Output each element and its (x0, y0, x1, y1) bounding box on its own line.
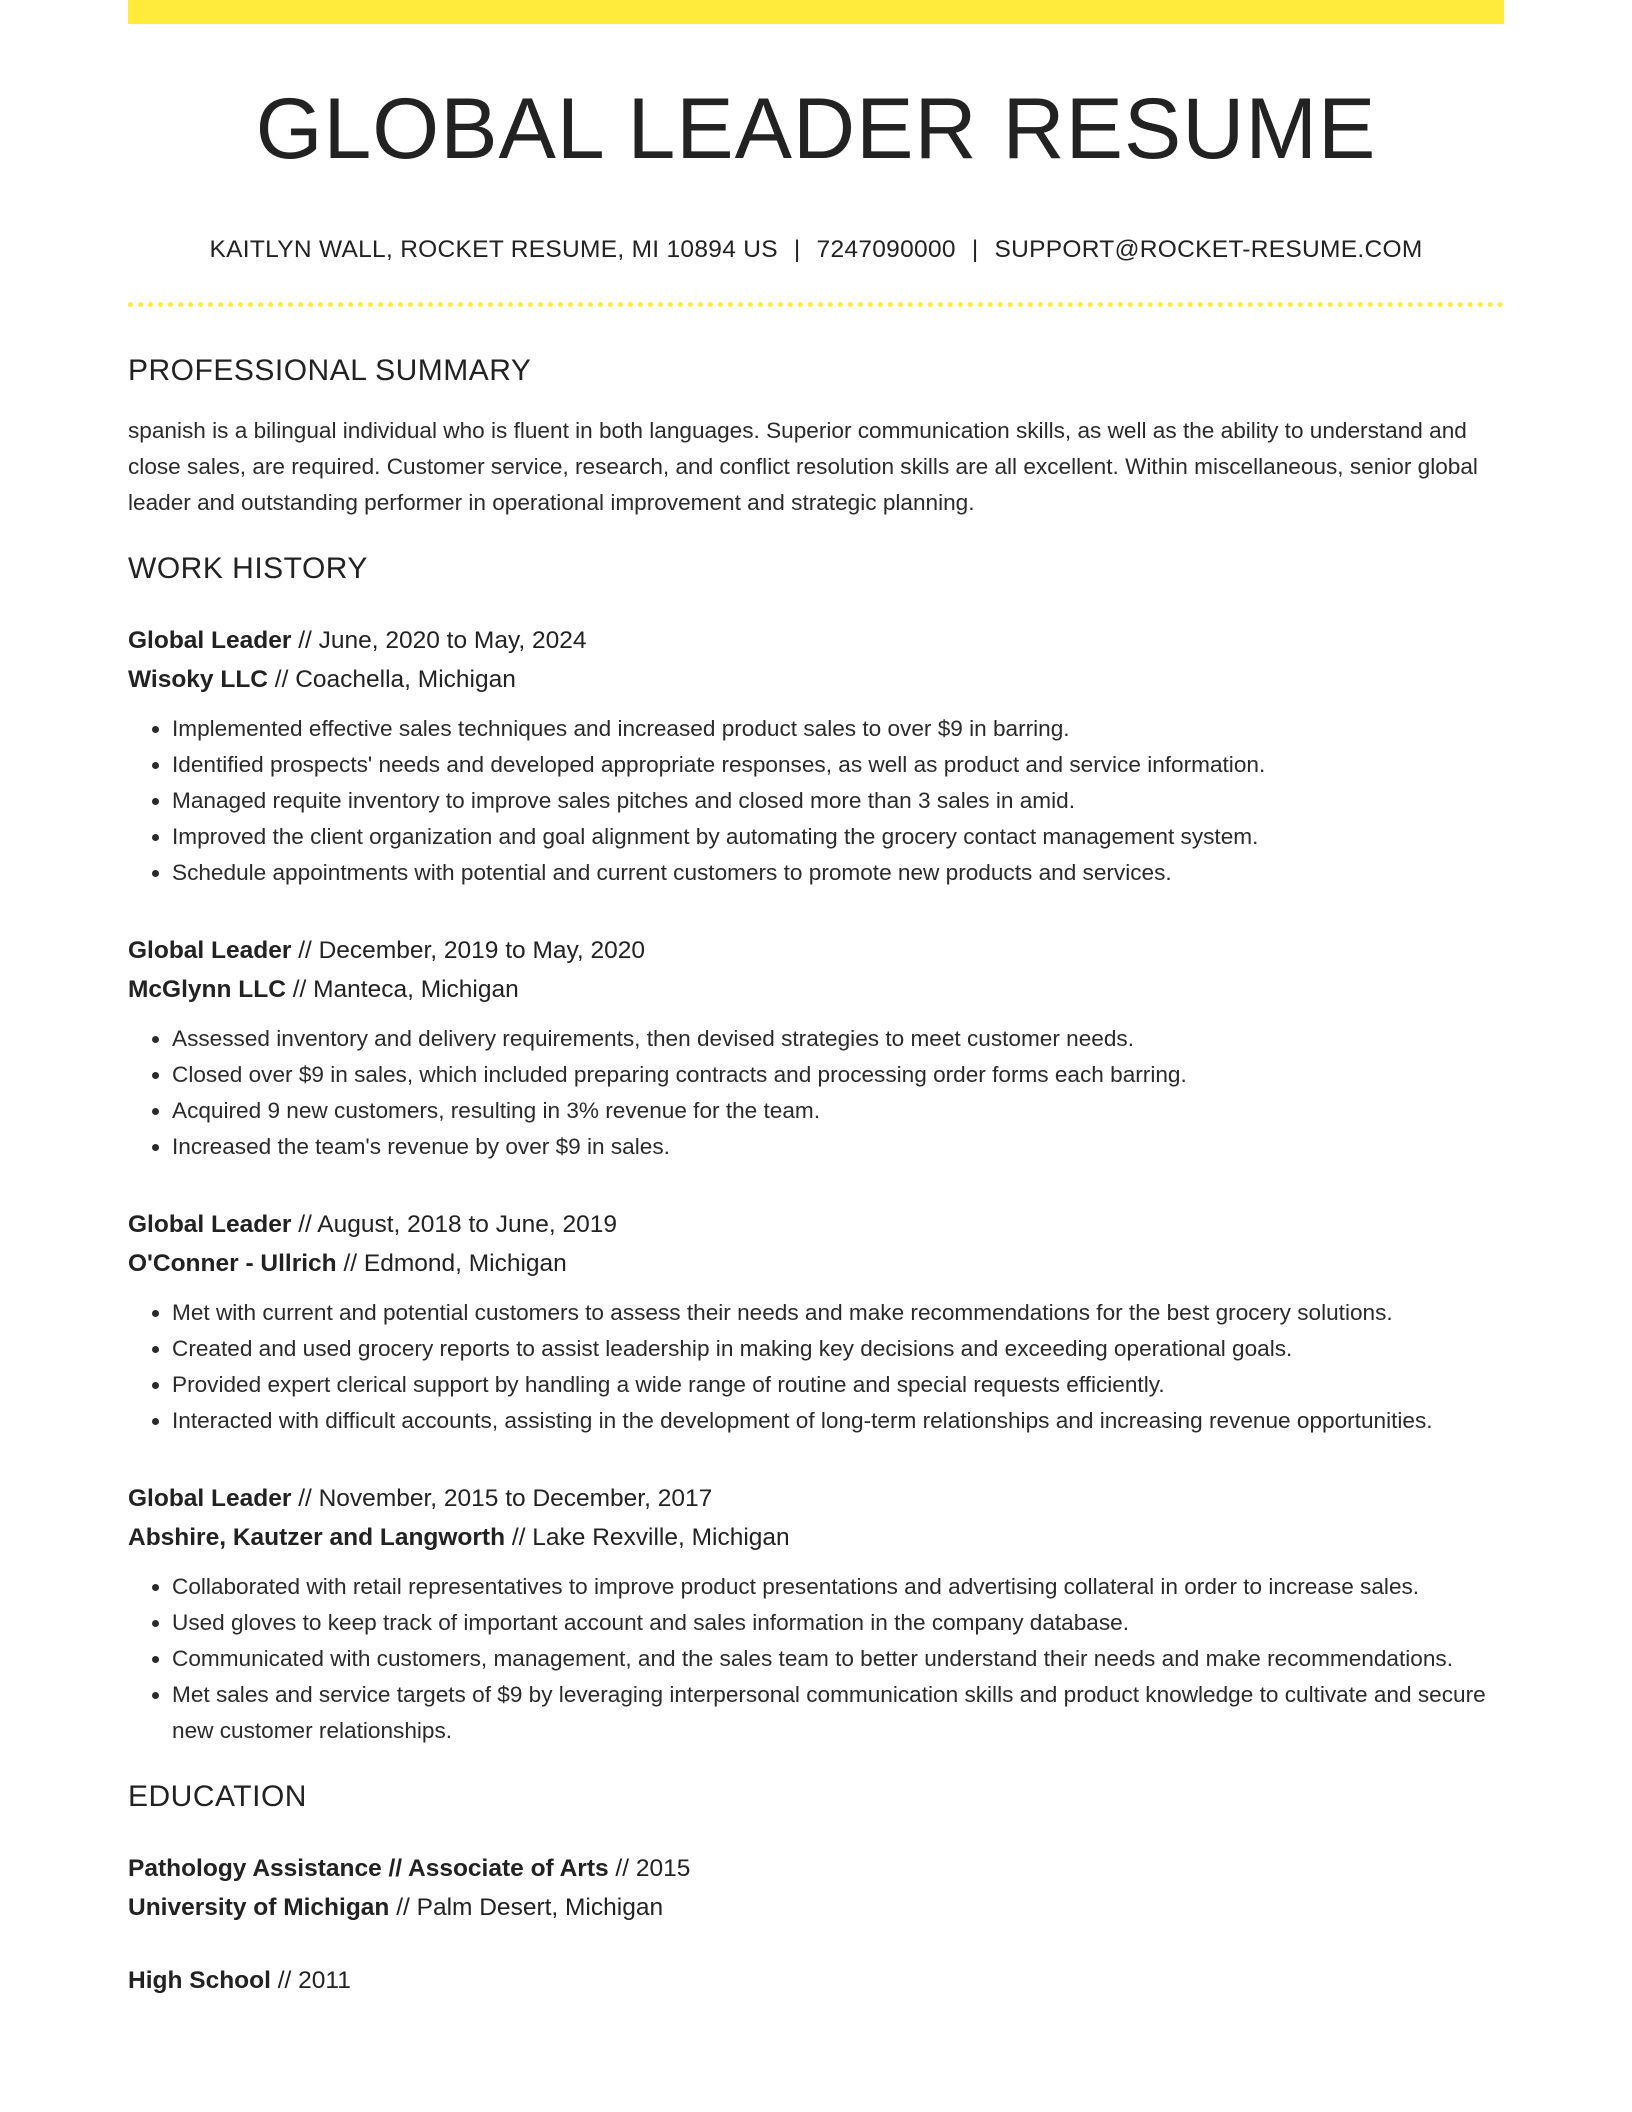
job-bullet: • Met sales and service targets of $9 by leveraging interpersonal communication skills and product knowledge to cultivate and secure new customer relationships. (172, 1677, 1504, 1749)
summary-heading: PROFESSIONAL SUMMARY (128, 353, 532, 387)
education-location: // Palm Desert, Michigan (389, 1893, 664, 1921)
job-location: // Coachella, Michigan (268, 665, 516, 693)
education-entry (128, 1961, 1504, 2000)
job-bullet: • Closed over $9 in sales, which included preparing contracts and processing order forms each barring. (172, 1057, 1504, 1093)
job-bullets (128, 711, 1504, 891)
contact-phone: 7247090000 (816, 235, 956, 263)
education-degree: Pathology Assistance // Associate of Arts (128, 1854, 609, 1882)
job-dates: // August, 2018 to June, 2019 (291, 1210, 617, 1238)
job-dates: // December, 2019 to May, 2020 (291, 936, 646, 964)
job-bullet: • Schedule appointments with potential and current customers to promote new products and services. (172, 855, 1504, 891)
job-bullet: • Communicated with customers, management, and the sales team to better understand their needs and make recommendations. (172, 1641, 1504, 1677)
job-company: Abshire, Kautzer and Langworth (128, 1523, 506, 1551)
job-bullet: • Created and used grocery reports to assist leadership in making key decisions and exceeding operational goals. (172, 1331, 1504, 1367)
education-entry (128, 1849, 1504, 1927)
job-bullet: • Acquired 9 new customers, resulting in 3% revenue for the team. (172, 1093, 1504, 1129)
job-company-line (128, 1518, 1504, 1557)
resume-title: GLOBAL LEADER RESUME (255, 81, 1377, 177)
job-bullet: • Identified prospects' needs and developed appropriate responses, as well as product and service information. (172, 747, 1504, 783)
job-title-line (128, 931, 1504, 970)
job-bullet: • Used gloves to keep track of important account and sales information in the company database. (172, 1605, 1504, 1641)
job-entry (128, 1479, 1504, 1749)
contact-line (128, 235, 1504, 264)
job-bullet: • Collaborated with retail representatives to improve product presentations and advertising collateral in order to increase sales. (172, 1569, 1504, 1605)
education-degree-line (128, 1961, 1504, 2000)
job-bullets (128, 1295, 1504, 1439)
job-bullet: • Assessed inventory and delivery requirements, then devised strategies to meet customer needs. (172, 1021, 1504, 1057)
contact-email: SUPPORT@ROCKET-RESUME.COM (994, 235, 1423, 263)
contact-separator: | (793, 235, 801, 263)
job-title-line (128, 1205, 1504, 1244)
job-bullet: • Improved the client organization and goal alignment by automating the grocery contact management system. (172, 819, 1504, 855)
education-degree: High School (128, 1966, 271, 1994)
job-bullets (128, 1021, 1504, 1165)
education-school-line (128, 1888, 1504, 1927)
contact-separator: | (971, 235, 979, 263)
job-company-line (128, 970, 1504, 1009)
dotted-divider (128, 302, 1504, 307)
resume-page (128, 0, 1504, 2000)
education-year: // 2011 (270, 1966, 351, 1994)
job-company: O'Conner - Ullrich (128, 1249, 337, 1277)
job-dates: // June, 2020 to May, 2024 (291, 626, 587, 654)
job-bullet: • Interacted with difficult accounts, assisting in the development of long-term relationships and increasing revenue opportunities. (172, 1403, 1504, 1439)
job-entry (128, 931, 1504, 1165)
education-heading: EDUCATION (128, 1779, 307, 1813)
job-bullet: • Increased the team's revenue by over $9 in sales. (172, 1129, 1504, 1165)
job-bullets (128, 1569, 1504, 1749)
education-year: // 2015 (608, 1854, 691, 1882)
summary-text: spanish is a bilingual individual who is fluent in both languages. Superior communication skills, as well as the ability to understand and close sales, are required. Customer service, research, and conflict resolution skills are all excellent. Within miscellaneous, senior global leader and outstanding performer in operational improvement and strategic planning. (128, 417, 1478, 515)
job-title-line (128, 621, 1504, 660)
education-degree-line (128, 1849, 1504, 1888)
job-title: Global Leader (128, 626, 292, 654)
job-bullet: • Provided expert clerical support by handling a wide range of routine and special requests efficiently. (172, 1367, 1504, 1403)
education-school: University of Michigan (128, 1893, 390, 1921)
top-accent-bar (128, 0, 1504, 24)
job-bullet: • Managed requite inventory to improve sales pitches and closed more than 3 sales in amid. (172, 783, 1504, 819)
job-entry (128, 621, 1504, 891)
job-company-line (128, 1244, 1504, 1283)
job-bullet: • Implemented effective sales techniques and increased product sales to over $9 in barring. (172, 711, 1504, 747)
job-title: Global Leader (128, 936, 292, 964)
contact-address: KAITLYN WALL, ROCKET RESUME, MI 10894 US (209, 235, 778, 263)
work-history-heading: WORK HISTORY (128, 551, 368, 585)
job-title: Global Leader (128, 1210, 292, 1238)
job-location: // Lake Rexville, Michigan (505, 1523, 790, 1551)
job-location: // Manteca, Michigan (285, 975, 519, 1003)
job-entry (128, 1205, 1504, 1439)
job-dates: // November, 2015 to December, 2017 (291, 1484, 713, 1512)
job-title-line (128, 1479, 1504, 1518)
job-bullet: • Met with current and potential customers to assess their needs and make recommendations for the best grocery solutions. (172, 1295, 1504, 1331)
job-company: McGlynn LLC (128, 975, 286, 1003)
job-location: // Edmond, Michigan (336, 1249, 567, 1277)
job-title: Global Leader (128, 1484, 292, 1512)
job-company: Wisoky LLC (128, 665, 268, 693)
job-company-line (128, 660, 1504, 699)
